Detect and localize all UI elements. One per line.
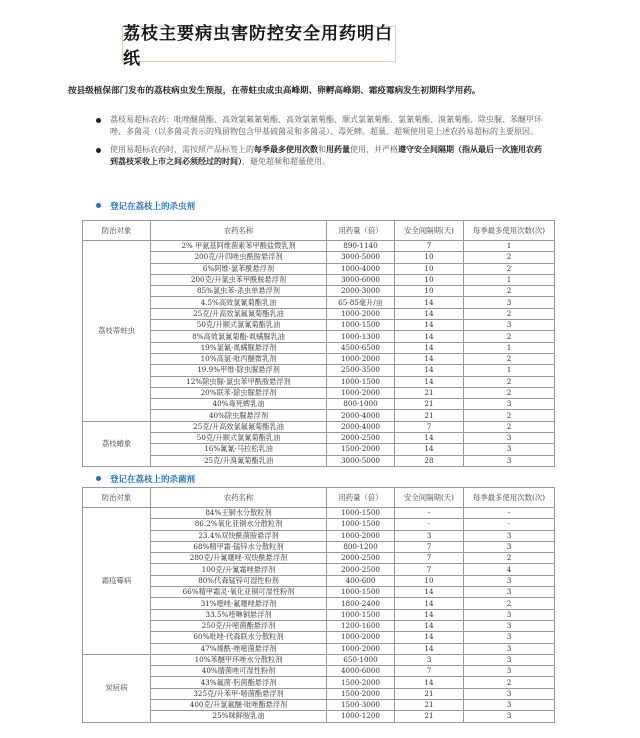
- cell-pesticide-name: 25克/升高效氯氟氰菊酯乳油: [151, 308, 327, 319]
- cell-pesticide-name: 47%烯酰·唑嘧菌悬浮剂: [151, 643, 327, 654]
- cell-target: 荔枝蒂蛀虫: [83, 241, 151, 422]
- cell-safety-interval: 14: [395, 308, 464, 319]
- cell-pesticide-name: 19.9%甲维·除虫脲悬浮剂: [151, 365, 327, 376]
- cell-pesticide-name: 200克/升氯虫苯甲酰胺悬浮剂: [151, 274, 327, 285]
- table-row: [83, 541, 555, 552]
- cell-pesticide-name: 68%精甲霜·锰锌水分散粒剂: [151, 541, 327, 552]
- cell-pesticide-name: 31%噁唑·氟噻唑悬浮剂: [151, 598, 327, 609]
- fungicide-heading: [96, 473, 195, 485]
- cell-pesticide-name: 25克/升高效氯氟氰菊酯乳油: [151, 421, 327, 432]
- cell-safety-interval: 14: [395, 444, 464, 455]
- cell-dosage: 1000-2000: [327, 632, 395, 643]
- cell-max-uses: 2: [464, 286, 555, 297]
- header-max-uses: 每季最多使用次数(次): [464, 221, 555, 241]
- bullet-text-part: 和: [318, 145, 326, 154]
- table-row: [83, 455, 555, 466]
- table-row: [83, 564, 555, 575]
- cell-safety-interval: 21: [395, 700, 464, 711]
- cell-pesticide-name: 23.4%双炔酰菌胺悬浮剂: [151, 530, 327, 541]
- cell-dosage: 800-1200: [327, 541, 395, 552]
- table-row: [83, 433, 555, 444]
- cell-dosage: 1000-1500: [327, 320, 395, 331]
- cell-safety-interval: -: [395, 508, 464, 519]
- cell-max-uses: 3: [464, 643, 555, 654]
- table-row: [83, 598, 555, 609]
- header-target: 防治对象: [83, 221, 151, 241]
- cell-safety-interval: 14: [395, 598, 464, 609]
- cell-safety-interval: 14: [395, 320, 464, 331]
- table-row: [83, 643, 555, 654]
- table-row: [83, 286, 555, 297]
- cell-safety-interval: 10: [395, 575, 464, 586]
- table-row: [83, 376, 555, 387]
- table-row: [83, 666, 555, 677]
- cell-max-uses: 3: [464, 433, 555, 444]
- cell-max-uses: 2: [464, 331, 555, 342]
- bullet-text-part: 使用，并严格: [350, 145, 398, 154]
- table-row: [83, 508, 555, 519]
- cell-dosage: 1000-2000: [327, 387, 395, 398]
- insecticide-table: [82, 220, 555, 467]
- cell-max-uses: 3: [464, 297, 555, 308]
- cell-safety-interval: 21: [395, 688, 464, 699]
- table-row: [83, 365, 555, 376]
- cell-safety-interval: 7: [395, 541, 464, 552]
- cell-dosage: 1500-3000: [327, 700, 395, 711]
- bullet-text-part: 荔枝易超标农药：吡唑醚菌酯、高效氯氟氰菊酯、高效氯氰菊酯、顺式氯氰菊酯、氯氰菊酯、溴氰菊酯、除虫脲、苯醚甲环唑、多菌灵（以多菌灵表示的残留物包含甲基硫菌灵和多菌灵）、毒死蜱。超量、超频使用是上述农药易超标的主要原因。: [110, 115, 542, 136]
- cell-pesticide-name: 10%苯醚甲环唑水分散粒剂: [151, 654, 327, 665]
- bullet-emphasis: 遵守安全间隔期（指从最后一次施用农药到荔枝采收上市之间必须经过的时间）: [110, 145, 542, 166]
- cell-safety-interval: 10: [395, 252, 464, 263]
- cell-target: 荔枝蝽象: [83, 421, 151, 466]
- cell-max-uses: 3: [464, 587, 555, 598]
- table-row: [83, 263, 555, 274]
- cell-pesticide-name: 19%氯氰·虱螨脲悬浮剂: [151, 342, 327, 353]
- cell-max-uses: 3: [464, 711, 555, 722]
- cell-safety-interval: 7: [395, 553, 464, 564]
- bullet-item: [96, 144, 544, 168]
- cell-max-uses: 2: [464, 376, 555, 387]
- cell-max-uses: 3: [464, 632, 555, 643]
- cell-pesticide-name: 40%除虫脲悬浮剂: [151, 410, 327, 421]
- cell-max-uses: 2: [464, 387, 555, 398]
- table-row: [83, 241, 555, 252]
- cell-pesticide-name: 280克/升氰噻唑·双炔酰悬浮剂: [151, 553, 327, 564]
- table-row: [83, 654, 555, 665]
- cell-safety-interval: 14: [395, 297, 464, 308]
- bullet-dot-icon: [96, 118, 101, 123]
- intro-text: 按县级植保部门发布的荔枝病虫发生预报，在蒂蛀虫成虫高峰期、卵孵高峰期、霜疫霉病发生初期科学用药。: [68, 86, 481, 96]
- cell-safety-interval: 14: [395, 365, 464, 376]
- table-row: [83, 575, 555, 586]
- cell-max-uses: 3: [464, 575, 555, 586]
- header-target: 防治对象: [83, 488, 151, 508]
- table-row: [83, 399, 555, 410]
- title-box: [122, 24, 396, 69]
- cell-max-uses: 3: [464, 444, 555, 455]
- cell-safety-interval: 14: [395, 677, 464, 688]
- cell-pesticide-name: 6%阿维·氯苯酰悬浮剂: [151, 263, 327, 274]
- cell-dosage: 650-1000: [327, 654, 395, 665]
- cell-dosage: 2000-2500: [327, 433, 395, 444]
- cell-max-uses: -: [464, 508, 555, 519]
- cell-max-uses: -: [464, 519, 555, 530]
- cell-pesticide-name: 40%毒死蜱乳油: [151, 399, 327, 410]
- cell-safety-interval: 14: [395, 643, 464, 654]
- cell-dosage: 1200-1600: [327, 620, 395, 631]
- cell-dosage: 2000-3000: [327, 286, 395, 297]
- cell-pesticide-name: 325克/升苯甲·嘧菌酯悬浮剂: [151, 688, 327, 699]
- cell-max-uses: 3: [464, 530, 555, 541]
- cell-pesticide-name: 50克/升顺式氯氰菊酯乳油: [151, 433, 327, 444]
- cell-dosage: 1000-1500: [327, 609, 395, 620]
- cell-max-uses: 2: [464, 553, 555, 564]
- cell-max-uses: 1: [464, 241, 555, 252]
- cell-dosage: 3000-6000: [327, 274, 395, 285]
- cell-pesticide-name: 4.5%高效氯氰菊酯乳油: [151, 297, 327, 308]
- cell-pesticide-name: 250克/升嘧菌酯悬浮剂: [151, 620, 327, 631]
- cell-dosage: 1000-2000: [327, 353, 395, 364]
- cell-pesticide-name: 84%王铜水分散粒剂: [151, 508, 327, 519]
- cell-dosage: 4500-6500: [327, 342, 395, 353]
- cell-max-uses: 2: [464, 677, 555, 688]
- cell-dosage: 1500-2000: [327, 688, 395, 699]
- bullet-item: [96, 114, 544, 138]
- cell-safety-interval: 14: [395, 331, 464, 342]
- fungicide-table: [82, 487, 555, 723]
- table-row: [83, 677, 555, 688]
- header-safety-interval: 安全间隔期(天): [395, 488, 464, 508]
- bullet-text: [110, 145, 542, 166]
- table-row: [83, 342, 555, 353]
- cell-safety-interval: 7: [395, 241, 464, 252]
- table-row: [83, 553, 555, 564]
- table-row: [83, 387, 555, 398]
- cell-max-uses: 2: [464, 410, 555, 421]
- table-row: [83, 274, 555, 285]
- cell-max-uses: 1: [464, 274, 555, 285]
- cell-safety-interval: 28: [395, 455, 464, 466]
- cell-pesticide-name: 200克/升四唑虫酰胺悬浮剂: [151, 252, 327, 263]
- cell-pesticide-name: 20%联苯·除虫脲悬浮剂: [151, 387, 327, 398]
- cell-dosage: 3000-5000: [327, 455, 395, 466]
- cell-safety-interval: 14: [395, 433, 464, 444]
- cell-safety-interval: 14: [395, 353, 464, 364]
- header-safety-interval: 安全间隔期(天): [395, 221, 464, 241]
- table-row: [83, 353, 555, 364]
- cell-dosage: 1000-2000: [327, 643, 395, 654]
- cell-safety-interval: 21: [395, 387, 464, 398]
- cell-dosage: 65-85毫升/亩: [327, 297, 395, 308]
- cell-dosage: 400-600: [327, 575, 395, 586]
- cell-pesticide-name: 400克/升氯氟醚·吡唑酯悬浮剂: [151, 700, 327, 711]
- table-row: [83, 587, 555, 598]
- cell-safety-interval: 14: [395, 342, 464, 353]
- cell-max-uses: 2: [464, 598, 555, 609]
- cell-pesticide-name: 16%氰氰·马拉松乳油: [151, 444, 327, 455]
- table-row: [83, 320, 555, 331]
- cell-max-uses: 3: [464, 320, 555, 331]
- bullet-text: [110, 115, 542, 136]
- cell-max-uses: 3: [464, 654, 555, 665]
- cell-dosage: 3000-5000: [327, 252, 395, 263]
- cell-dosage: 1800-2400: [327, 598, 395, 609]
- table-row: [83, 519, 555, 530]
- cell-max-uses: 2: [464, 308, 555, 319]
- cell-pesticide-name: 25%咪鲜胺乳油: [151, 711, 327, 722]
- header-dosage: 用药量（倍）: [327, 488, 395, 508]
- bullet-list: [96, 114, 544, 174]
- cell-safety-interval: 7: [395, 421, 464, 432]
- cell-pesticide-name: 60%吡唑·代森联水分散粒剂: [151, 632, 327, 643]
- cell-max-uses: 3: [464, 609, 555, 620]
- cell-safety-interval: 14: [395, 376, 464, 387]
- cell-dosage: 2000-2500: [327, 553, 395, 564]
- table-row: [83, 331, 555, 342]
- cell-dosage: 1000-1500: [327, 376, 395, 387]
- cell-max-uses: 1: [464, 365, 555, 376]
- cell-max-uses: 3: [464, 620, 555, 631]
- table-row: [83, 297, 555, 308]
- cell-pesticide-name: 86.2%氧化亚铜水分散粒剂: [151, 519, 327, 530]
- bullet-dot-icon: [96, 476, 101, 481]
- cell-pesticide-name: 50克/升顺式氯氰菊酯乳油: [151, 320, 327, 331]
- insecticide-heading: [96, 200, 195, 212]
- cell-pesticide-name: 12%除虫脲·氯虫苯甲酰胺悬浮剂: [151, 376, 327, 387]
- cell-safety-interval: -: [395, 519, 464, 530]
- cell-safety-interval: 14: [395, 632, 464, 643]
- table-row: [83, 700, 555, 711]
- cell-dosage: 1500-2000: [327, 677, 395, 688]
- table-row: [83, 609, 555, 620]
- cell-max-uses: 2: [464, 252, 555, 263]
- cell-dosage: 1000-2000: [327, 308, 395, 319]
- cell-safety-interval: 21: [395, 711, 464, 722]
- table-row: [83, 308, 555, 319]
- header-dosage: 用药量（倍）: [327, 221, 395, 241]
- cell-dosage: 1000-4000: [327, 263, 395, 274]
- cell-dosage: 1000-1500: [327, 519, 395, 530]
- cell-max-uses: 1: [464, 342, 555, 353]
- header-pesticide-name: 农药名称: [151, 488, 327, 508]
- bullet-dot-icon: [96, 148, 101, 153]
- bullet-text-part: ，避免超频和超量使用。: [242, 157, 330, 166]
- cell-dosage: 1000-1200: [327, 711, 395, 722]
- table-row: [83, 444, 555, 455]
- cell-dosage: 2500-3500: [327, 365, 395, 376]
- cell-pesticide-name: 2% 甲氨基阿维菌素苯甲酸盐微乳剂: [151, 241, 327, 252]
- bullet-dot-icon: [96, 203, 101, 208]
- table-row: [83, 252, 555, 263]
- cell-pesticide-name: 10%高氯·吡丙醚微乳剂: [151, 353, 327, 364]
- cell-safety-interval: 7: [395, 666, 464, 677]
- cell-safety-interval: 21: [395, 410, 464, 421]
- cell-pesticide-name: 80%代森锰锌可湿性粉剂: [151, 575, 327, 586]
- table-row: [83, 632, 555, 643]
- header-pesticide-name: 农药名称: [151, 221, 327, 241]
- cell-dosage: 2000-2500: [327, 564, 395, 575]
- table-row: [83, 688, 555, 699]
- bullet-text-part: 使用易超标农药时，需按照产品标签上的: [110, 145, 254, 154]
- cell-dosage: 4000-6000: [327, 666, 395, 677]
- cell-max-uses: 4: [464, 564, 555, 575]
- table-row: [83, 530, 555, 541]
- cell-pesticide-name: 25克/升溴氰菊酯乳油: [151, 455, 327, 466]
- cell-dosage: 1500-2000: [327, 444, 395, 455]
- cell-dosage: 1000-1300: [327, 331, 395, 342]
- bullet-emphasis: 每季最多使用次数: [254, 145, 318, 154]
- cell-pesticide-name: 43%氟菌·肟菌酯悬浮剂: [151, 677, 327, 688]
- cell-dosage: 1000-2000: [327, 530, 395, 541]
- insecticide-heading-text: 登记在荔枝上的杀虫剂: [110, 202, 196, 212]
- cell-max-uses: 3: [464, 700, 555, 711]
- cell-dosage: 2000-4000: [327, 410, 395, 421]
- cell-safety-interval: 14: [395, 620, 464, 631]
- cell-max-uses: 2: [464, 353, 555, 364]
- cell-pesticide-name: 66%精甲霜灵·氧化亚铜可湿性粉剂: [151, 587, 327, 598]
- cell-dosage: 800-1000: [327, 399, 395, 410]
- fungicide-heading-text: 登记在荔枝上的杀菌剂: [110, 475, 196, 485]
- cell-safety-interval: 7: [395, 564, 464, 575]
- cell-target: 霜疫霉病: [83, 508, 151, 655]
- table-header-row: [83, 488, 555, 508]
- table-row: [83, 410, 555, 421]
- cell-pesticide-name: 8%高效氯氰菊酯·虱螨脲乳油: [151, 331, 327, 342]
- cell-pesticide-name: 100克/升氰霜唑悬浮剂: [151, 564, 327, 575]
- cell-dosage: 1000-1500: [327, 587, 395, 598]
- cell-max-uses: 3: [464, 541, 555, 552]
- table-row: [83, 620, 555, 631]
- cell-safety-interval: 10: [395, 263, 464, 274]
- cell-safety-interval: 10: [395, 274, 464, 285]
- cell-target: 炭疽病: [83, 654, 151, 722]
- cell-max-uses: 2: [464, 263, 555, 274]
- bullet-emphasis: 用药量: [326, 145, 350, 154]
- cell-max-uses: 3: [464, 688, 555, 699]
- cell-safety-interval: 3: [395, 530, 464, 541]
- cell-safety-interval: 14: [395, 609, 464, 620]
- cell-safety-interval: 3: [395, 654, 464, 665]
- table-header-row: [83, 221, 555, 241]
- header-max-uses: 每季最多使用次数(次): [464, 488, 555, 508]
- page-title: 荔枝主要病虫害防控安全用药明白纸: [123, 24, 393, 69]
- cell-safety-interval: 21: [395, 399, 464, 410]
- cell-dosage: 1000-1500: [327, 508, 395, 519]
- cell-pesticide-name: 85%氯虫苯·杀虫单悬浮剂: [151, 286, 327, 297]
- cell-max-uses: 3: [464, 399, 555, 410]
- cell-dosage: 890-1140: [327, 241, 395, 252]
- cell-safety-interval: 14: [395, 587, 464, 598]
- table-row: [83, 711, 555, 722]
- cell-pesticide-name: 40%腈菌唑可湿性粉剂: [151, 666, 327, 677]
- cell-max-uses: 3: [464, 666, 555, 677]
- cell-dosage: 2000-4000: [327, 421, 395, 432]
- cell-pesticide-name: 33.5%喹啉铜悬浮剂: [151, 609, 327, 620]
- cell-max-uses: 2: [464, 421, 555, 432]
- table-row: [83, 421, 555, 432]
- cell-max-uses: 3: [464, 455, 555, 466]
- cell-safety-interval: 10: [395, 286, 464, 297]
